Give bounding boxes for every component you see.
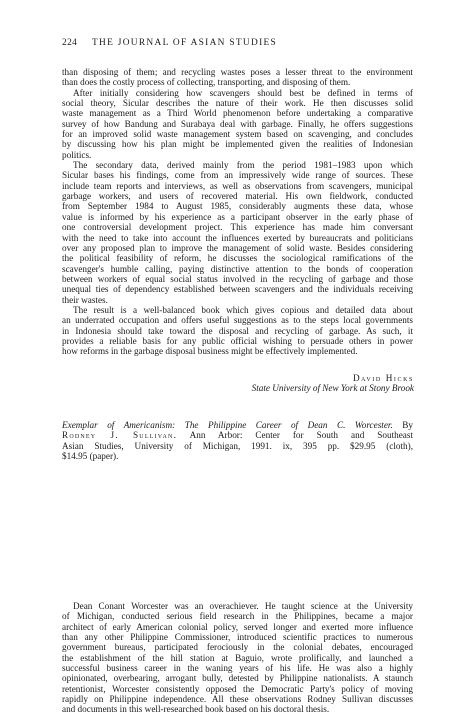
review-2-line: the establishment of the hill station at Baguio, wrote prolifically, and launched a — [62, 652, 413, 663]
book-title: Exemplar of Americanism: The Philippine Career of Dean C. Worcester. — [62, 420, 393, 430]
review-2-line: Dean Conant Worcester was an overachiever. He taught science at the University — [73, 601, 413, 611]
review-1-line: politics. — [62, 149, 92, 160]
review-2-line: successful business career in the waning years of his life. He was also a highly — [62, 663, 413, 674]
review-1-line: over any proposed plan to improve the management of solid waste. Besides considering — [62, 242, 413, 253]
citation-line — [62, 430, 413, 440]
review-1-line: scavenger's humble calling, paying distinctive attention to the bonds of cooperation — [62, 263, 413, 274]
review-1-line: with the need to take into account the influences exerted by bureaucrats and politicians — [62, 232, 413, 243]
review-1-line: provides a reliable basis for any public official wishing to persuade others in power — [62, 335, 413, 346]
review-2-line: retentionist, Worcester consistently opposed the Democratic Party's policy of moving — [62, 683, 413, 694]
citation-by: By — [402, 420, 413, 430]
review-2-line: opinionated, overbearing, arrogant bully, detested by Philippine nationalists. A staunch — [62, 673, 413, 684]
review-1-line: social theory, Sicular describes the nature of their work. He then discusses solid — [62, 98, 413, 109]
review-2-line: rapidly on Philippine independence. All these observations Rodney Sullivan discusses — [62, 694, 413, 705]
review-1-line: the political feasibility of reform, he discusses the sociological ramifications of the — [62, 253, 413, 264]
review-2-body — [62, 601, 413, 715]
running-head — [62, 38, 277, 48]
review-1-line: value is informed by his experience as a participant observer in the early phase of — [62, 211, 413, 222]
review-1-line: than disposing of them; and recycling wastes poses a lesser threat to the environment — [62, 67, 413, 77]
review-1-line: an underrated occupation and offers useful suggestions as to the steps local governments — [62, 315, 413, 326]
review-1-body — [62, 67, 413, 357]
citation-line: $14.95 (paper). — [62, 451, 119, 462]
review-1-line: survey of how Bandung and Surabaya deal with garbage. Finally, he offers suggestions — [62, 118, 413, 129]
review-1-line: in Indonesia should take toward the disposal and recycling of garbage. As such, it — [62, 325, 413, 336]
review-1-line: The secondary data, derived mainly from the period 1981–1983 upon which — [73, 160, 413, 171]
review-1-line: The result is a well-balanced book which gives copious and detailed data about — [73, 304, 413, 315]
review-1-line: for an improved solid waste management system based on scavenging, and concludes — [62, 129, 413, 140]
review-1-line: garbage workers, and users of recovered material. His own fieldwork, conducted — [62, 191, 413, 202]
citation-line — [62, 420, 413, 430]
reviewer-affiliation: State University of New York at Stony Brook — [251, 383, 414, 393]
review-1-line: from September 1984 to August 1985, considerably augments these data, whose — [62, 201, 413, 212]
book-author: Rodney J. Sullivan. — [62, 430, 178, 441]
review-1-line: include team reports and interviews, as well as observations from scavengers, municipal — [62, 180, 413, 191]
review-1-line: After initially considering how scavengers should best be defined in terms of — [73, 87, 413, 98]
review-2-citation — [62, 420, 413, 461]
reviewer-signature — [252, 373, 414, 393]
citation-line: Asian Studies, University of Michigan, 1991. ix, 395 pp. $29.95 (cloth), — [62, 440, 413, 451]
citation-publisher: Ann Arbor: Center for South and Southeast — [189, 430, 413, 441]
reviewer-name: David Hicks — [352, 373, 414, 383]
review-1-line: one controversial development project. This experience has made him conversant — [62, 222, 413, 233]
review-2-line: government bureaus, participated ferociously in the colonial debates, encouraged — [62, 642, 413, 653]
review-1-line: waste management as a Third World phenomenon before undertaking a comparative — [62, 108, 413, 119]
journal-title: THE JOURNAL OF ASIAN STUDIES — [92, 38, 278, 48]
page-number: 224 — [62, 38, 78, 48]
review-2-line: of Michigan, conducted serious field research in the Philippines, became a major — [62, 611, 413, 622]
review-1-line: Sicular bases his findings, come from an impressively wide range of sources. These — [62, 170, 413, 181]
review-2-line: architect of early American colonial policy, served longer and exerted more influence — [62, 621, 413, 632]
review-2-line: than any other Philippine Commissioner, introduced scientific practices to numerous — [62, 632, 413, 643]
review-1-line: between workers of equal social status involved in the recycling of garbage and those — [62, 273, 413, 284]
review-1-line: unequal ties of dependency established between scavengers and the individuals receiving — [62, 284, 413, 295]
review-1-line: how reforms in the garbage disposal business might be effectively implemented. — [62, 346, 358, 357]
review-2-line: and documents in this well-researched book based on his doctoral thesis. — [62, 704, 330, 715]
review-1-line: than does the costly process of collecting, transporting, and disposing of them. — [62, 77, 351, 88]
review-1-line: by discussing how his plan might be implemented given the realities of Indonesian — [62, 139, 413, 150]
review-1-line: their wastes. — [62, 294, 108, 305]
